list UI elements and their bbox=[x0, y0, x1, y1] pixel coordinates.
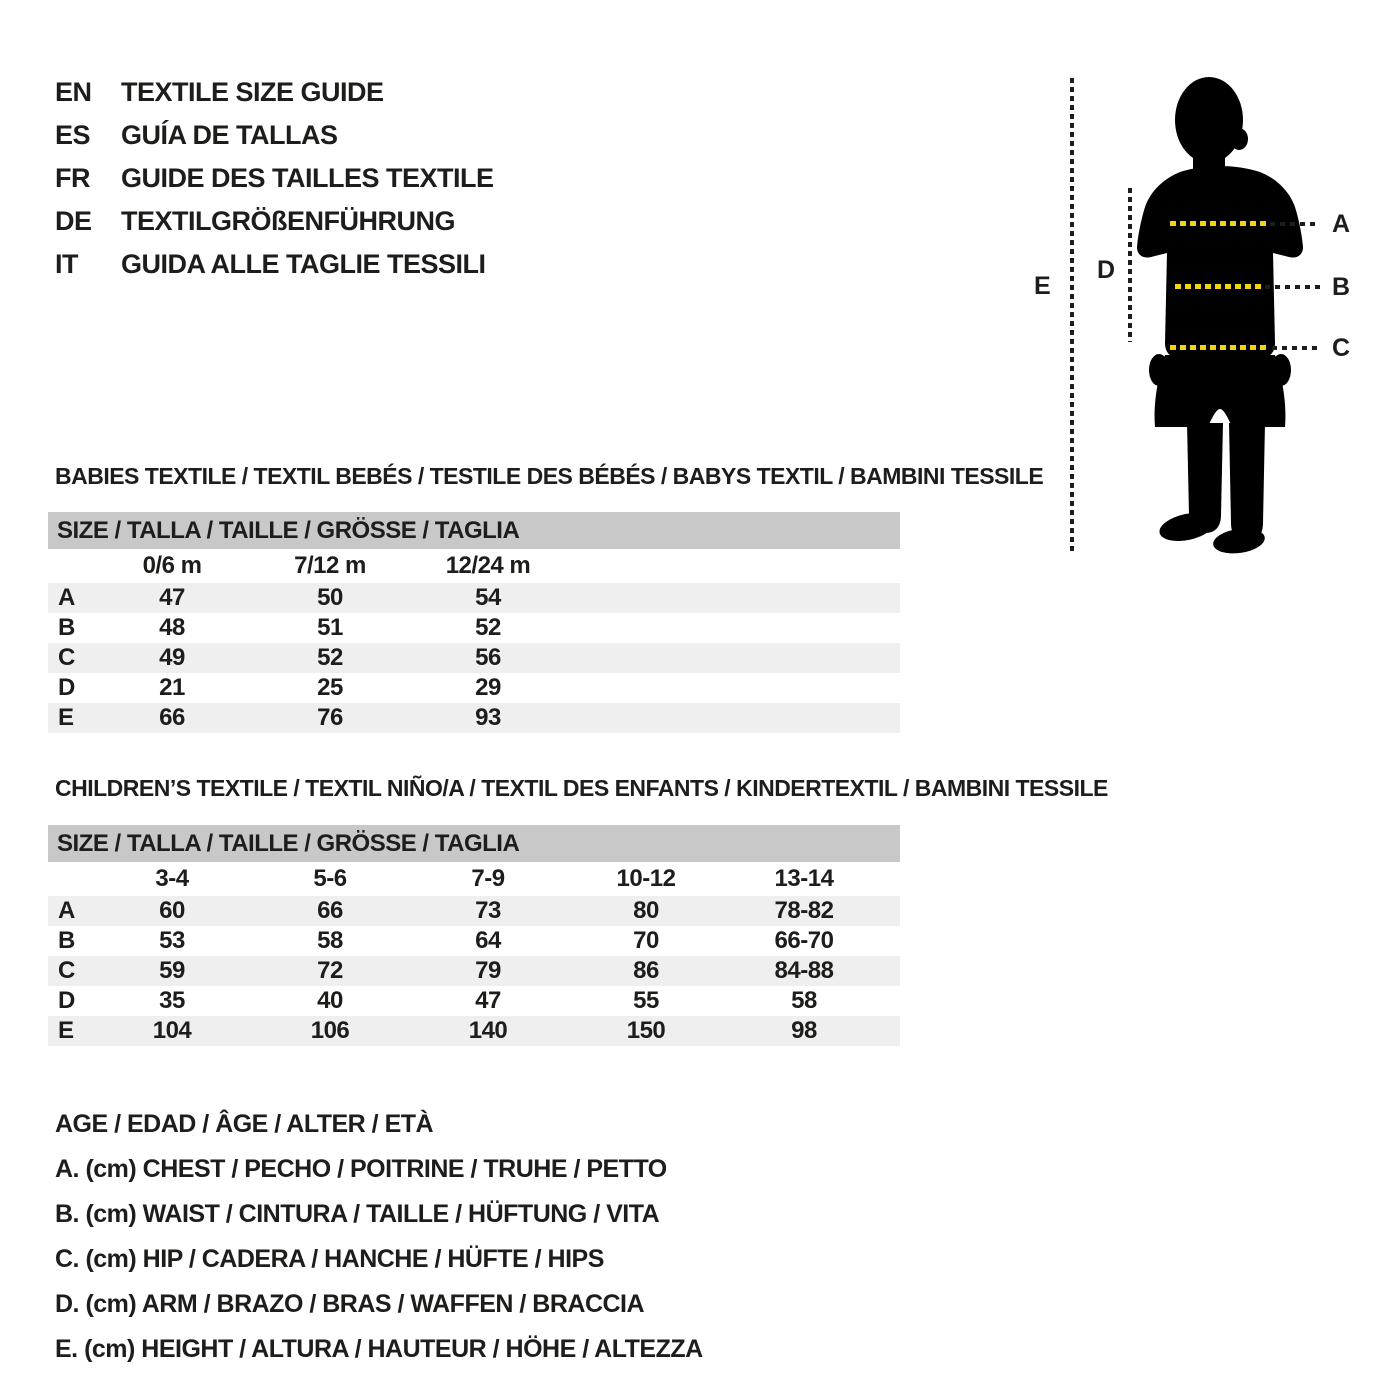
table-cell: 50 bbox=[317, 584, 343, 611]
figure-label-c: C bbox=[1332, 334, 1351, 362]
language-code: FR bbox=[55, 162, 90, 193]
table-row bbox=[48, 673, 900, 703]
figure-label-e: E bbox=[1034, 272, 1051, 300]
chest-measure-leader-a bbox=[1270, 222, 1320, 226]
table-cell: 51 bbox=[317, 614, 343, 641]
language-title: GUIDA ALLE TAGLIE TESSILI bbox=[121, 248, 486, 279]
children-section-heading: CHILDREN’S TEXTILE / TEXTIL NIÑO/A / TEXTIL DES ENFANTS / KINDERTEXTIL / BAMBINI TESSILE bbox=[55, 775, 1108, 801]
children-column-header-row bbox=[48, 862, 900, 896]
children-size-header-bar: SIZE / TALLA / TAILLE / GRÖSSE / TAGLIA bbox=[48, 825, 900, 862]
row-label: C bbox=[58, 957, 75, 984]
legend-age-line: AGE / EDAD / ÂGE / ALTER / ETÀ bbox=[55, 1110, 434, 1138]
figure-label-d: D bbox=[1097, 256, 1116, 284]
table-cell: 25 bbox=[317, 674, 343, 701]
table-cell: 52 bbox=[317, 644, 343, 671]
table-cell: 53 bbox=[159, 927, 185, 954]
row-label: E bbox=[58, 704, 74, 731]
table-cell: 47 bbox=[475, 987, 501, 1014]
table-cell: 35 bbox=[159, 987, 185, 1014]
row-label: B bbox=[58, 614, 75, 641]
legend-item-hip: C. (cm) HIP / CADERA / HANCHE / HÜFTE / HIPS bbox=[55, 1245, 604, 1273]
table-cell: 79 bbox=[475, 957, 501, 984]
row-label: D bbox=[58, 674, 75, 701]
table-cell: 58 bbox=[317, 927, 343, 954]
chest-measure-dashes-a bbox=[1170, 221, 1266, 226]
table-cell: 56 bbox=[475, 644, 501, 671]
table-cell: 106 bbox=[310, 1017, 350, 1044]
waist-measure-leader-b bbox=[1265, 285, 1320, 289]
arm-measure-line-d bbox=[1128, 188, 1132, 342]
column-header: 3-4 bbox=[155, 865, 189, 892]
table-cell: 49 bbox=[159, 644, 185, 671]
legend-item-arm: D. (cm) ARM / BRAZO / BRAS / WAFFEN / BRACCIA bbox=[55, 1290, 645, 1318]
babies-section-heading: BABIES TEXTILE / TEXTIL BEBÉS / TESTILE DES BÉBÉS / BABYS TEXTIL / BAMBINI TESSILE bbox=[55, 463, 1044, 489]
hip-measure-dashes-c bbox=[1170, 345, 1269, 350]
table-cell: 80 bbox=[633, 897, 659, 924]
table-row bbox=[48, 703, 900, 733]
table-cell: 70 bbox=[633, 927, 659, 954]
table-cell: 98 bbox=[791, 1017, 817, 1044]
table-cell: 86 bbox=[633, 957, 659, 984]
table-cell: 21 bbox=[159, 674, 185, 701]
table-cell: 54 bbox=[475, 584, 501, 611]
table-cell: 84-88 bbox=[774, 957, 834, 984]
table-cell: 40 bbox=[317, 987, 343, 1014]
child-silhouette-icon bbox=[1135, 75, 1305, 555]
table-cell: 72 bbox=[317, 957, 343, 984]
table-row bbox=[48, 896, 900, 926]
table-cell: 140 bbox=[468, 1017, 508, 1044]
figure-label-a: A bbox=[1332, 210, 1351, 238]
legend-item-chest: A. (cm) CHEST / PECHO / POITRINE / TRUHE / PETTO bbox=[55, 1155, 667, 1183]
figure-label-b: B bbox=[1332, 273, 1351, 301]
language-code: DE bbox=[55, 205, 92, 236]
legend-item-height: E. (cm) HEIGHT / ALTURA / HAUTEUR / HÖHE / ALTEZZA bbox=[55, 1335, 703, 1363]
legend-item-waist: B. (cm) WAIST / CINTURA / TAILLE / HÜFTUNG / VITA bbox=[55, 1200, 660, 1228]
language-code: IT bbox=[55, 248, 78, 279]
height-measure-line-e bbox=[1070, 78, 1074, 554]
babies-column-header-row bbox=[48, 549, 900, 583]
table-row bbox=[48, 926, 900, 956]
language-row-fr bbox=[55, 162, 494, 194]
table-cell: 66 bbox=[317, 897, 343, 924]
column-header: 5-6 bbox=[313, 865, 347, 892]
language-code: ES bbox=[55, 119, 91, 150]
language-title: TEXTILE SIZE GUIDE bbox=[121, 76, 384, 107]
table-row bbox=[48, 986, 900, 1016]
babies-size-table bbox=[48, 512, 900, 733]
table-cell: 52 bbox=[475, 614, 501, 641]
table-cell: 73 bbox=[475, 897, 501, 924]
table-row bbox=[48, 956, 900, 986]
babies-size-header-bar: SIZE / TALLA / TAILLE / GRÖSSE / TAGLIA bbox=[48, 512, 900, 549]
table-cell: 55 bbox=[633, 987, 659, 1014]
language-row-it bbox=[55, 248, 494, 280]
measurement-legend bbox=[55, 1102, 703, 1372]
column-header: 10-12 bbox=[616, 865, 676, 892]
language-title: GUIDE DES TAILLES TEXTILE bbox=[121, 162, 494, 193]
language-title: GUÍA DE TALLAS bbox=[121, 119, 338, 150]
table-cell: 66-70 bbox=[774, 927, 834, 954]
column-header: 7/12 m bbox=[294, 552, 366, 579]
table-cell: 47 bbox=[159, 584, 185, 611]
row-label: D bbox=[58, 987, 75, 1014]
column-header: 12/24 m bbox=[445, 552, 531, 579]
table-cell: 58 bbox=[791, 987, 817, 1014]
language-title-list bbox=[55, 76, 494, 291]
row-label: A bbox=[58, 584, 75, 611]
row-label: C bbox=[58, 644, 75, 671]
column-header: 7-9 bbox=[471, 865, 505, 892]
table-row bbox=[48, 643, 900, 673]
row-label: B bbox=[58, 927, 75, 954]
language-title: TEXTILGRÖßENFÜHRUNG bbox=[121, 205, 455, 236]
waist-measure-dashes-b bbox=[1175, 284, 1261, 289]
table-cell: 76 bbox=[317, 704, 343, 731]
table-cell: 59 bbox=[159, 957, 185, 984]
table-cell: 93 bbox=[475, 704, 501, 731]
table-cell: 104 bbox=[152, 1017, 192, 1044]
table-cell: 78-82 bbox=[774, 897, 834, 924]
table-row bbox=[48, 1016, 900, 1046]
column-header: 13-14 bbox=[774, 865, 834, 892]
table-cell: 48 bbox=[159, 614, 185, 641]
language-code: EN bbox=[55, 76, 92, 107]
table-cell: 29 bbox=[475, 674, 501, 701]
row-label: A bbox=[58, 897, 75, 924]
table-cell: 64 bbox=[475, 927, 501, 954]
language-row-es bbox=[55, 119, 494, 151]
table-row bbox=[48, 613, 900, 643]
table-row bbox=[48, 583, 900, 613]
row-label: E bbox=[58, 1017, 74, 1044]
hip-measure-leader-c bbox=[1272, 346, 1320, 350]
children-size-table bbox=[48, 825, 900, 1046]
table-cell: 60 bbox=[159, 897, 185, 924]
column-header: 0/6 m bbox=[142, 552, 202, 579]
language-row-en bbox=[55, 76, 494, 108]
language-row-de bbox=[55, 205, 494, 237]
table-cell: 66 bbox=[159, 704, 185, 731]
table-cell: 150 bbox=[626, 1017, 666, 1044]
